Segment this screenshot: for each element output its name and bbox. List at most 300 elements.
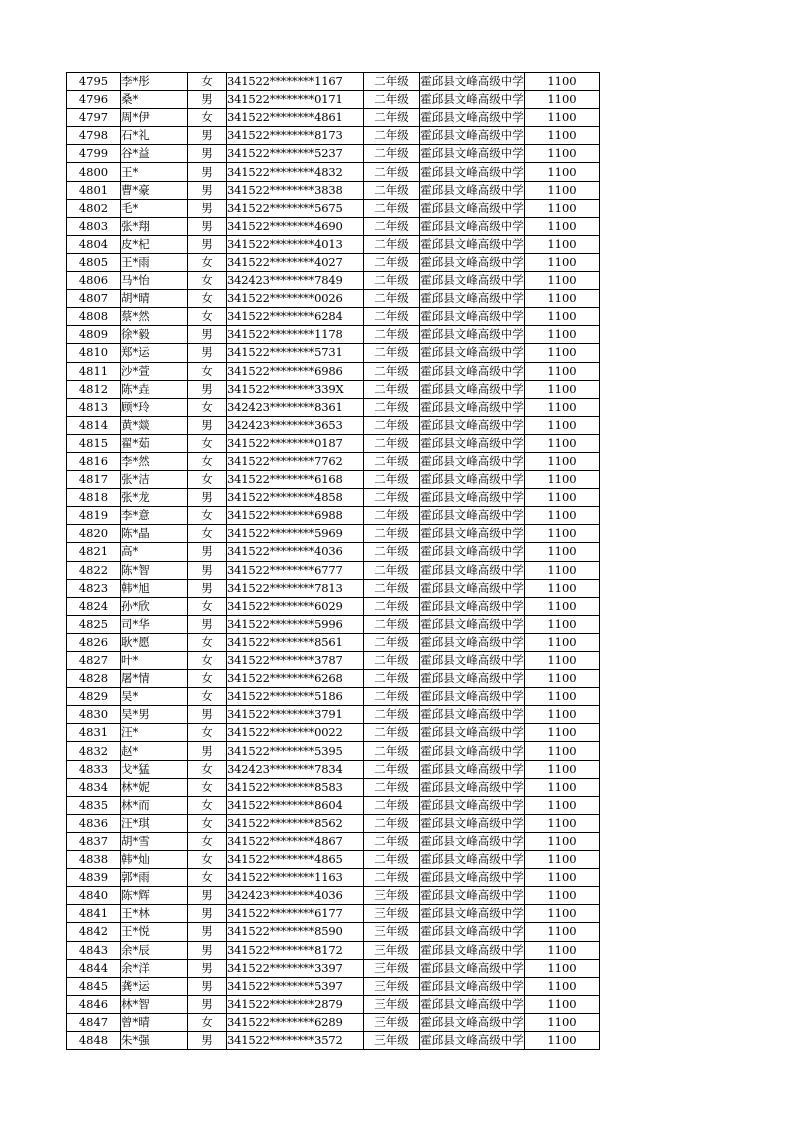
gender-cell: 女 <box>188 851 227 869</box>
grade-cell: 二年级 <box>364 272 420 290</box>
row-number-cell: 4808 <box>67 308 121 326</box>
gender-cell: 男 <box>188 91 227 109</box>
grade-cell: 二年级 <box>364 525 420 543</box>
student-name-cell: 汪* <box>121 724 188 742</box>
row-number-cell: 4844 <box>67 959 121 977</box>
id-number-cell: 341522********7762 <box>227 452 364 470</box>
amount-cell: 1100 <box>525 887 600 905</box>
table-row <box>67 199 600 217</box>
table-row <box>67 525 600 543</box>
row-number-cell: 4812 <box>67 380 121 398</box>
row-number-cell: 4845 <box>67 977 121 995</box>
gender-cell: 女 <box>188 760 227 778</box>
student-name-cell: 王* <box>121 163 188 181</box>
row-number-cell: 4824 <box>67 597 121 615</box>
student-name-cell: 龚*运 <box>121 977 188 995</box>
gender-cell: 男 <box>188 145 227 163</box>
row-number-cell: 4840 <box>67 887 121 905</box>
gender-cell: 女 <box>188 253 227 271</box>
id-number-cell: 341522********6029 <box>227 597 364 615</box>
table-row <box>67 814 600 832</box>
amount-cell: 1100 <box>525 272 600 290</box>
id-number-cell: 341522********8173 <box>227 127 364 145</box>
row-number-cell: 4826 <box>67 633 121 651</box>
row-number-cell: 4811 <box>67 362 121 380</box>
row-number-cell: 4804 <box>67 235 121 253</box>
id-number-cell: 341522********8590 <box>227 923 364 941</box>
school-cell: 霍邱县文峰高级中学 <box>420 597 525 615</box>
amount-cell: 1100 <box>525 73 600 91</box>
row-number-cell: 4805 <box>67 253 121 271</box>
amount-cell: 1100 <box>525 597 600 615</box>
row-number-cell: 4839 <box>67 869 121 887</box>
amount-cell: 1100 <box>525 923 600 941</box>
gender-cell: 女 <box>188 814 227 832</box>
amount-cell: 1100 <box>525 489 600 507</box>
student-name-cell: 叶* <box>121 652 188 670</box>
id-number-cell: 341522********4832 <box>227 163 364 181</box>
id-number-cell: 341522********8562 <box>227 814 364 832</box>
amount-cell: 1100 <box>525 127 600 145</box>
id-number-cell: 341522********5996 <box>227 615 364 633</box>
grade-cell: 二年级 <box>364 344 420 362</box>
id-number-cell: 341522********3572 <box>227 1031 364 1049</box>
student-name-cell: 翟*茹 <box>121 434 188 452</box>
gender-cell: 女 <box>188 452 227 470</box>
amount-cell: 1100 <box>525 579 600 597</box>
id-number-cell: 341522********2879 <box>227 995 364 1013</box>
student-name-cell: 张*洁 <box>121 471 188 489</box>
school-cell: 霍邱县文峰高级中学 <box>420 706 525 724</box>
table-row <box>67 145 600 163</box>
student-name-cell: 郑*运 <box>121 344 188 362</box>
grade-cell: 二年级 <box>364 163 420 181</box>
gender-cell: 女 <box>188 507 227 525</box>
row-number-cell: 4837 <box>67 832 121 850</box>
gender-cell: 男 <box>188 561 227 579</box>
id-number-cell: 341522********3791 <box>227 706 364 724</box>
school-cell: 霍邱县文峰高级中学 <box>420 778 525 796</box>
student-name-cell: 陈*智 <box>121 561 188 579</box>
gender-cell: 男 <box>188 199 227 217</box>
student-name-cell: 曹*豪 <box>121 181 188 199</box>
student-name-cell: 王*悦 <box>121 923 188 941</box>
id-number-cell: 341522********4867 <box>227 832 364 850</box>
id-number-cell: 342423********7849 <box>227 272 364 290</box>
id-number-cell: 341522********8172 <box>227 941 364 959</box>
school-cell: 霍邱县文峰高级中学 <box>420 561 525 579</box>
row-number-cell: 4819 <box>67 507 121 525</box>
table-row <box>67 127 600 145</box>
row-number-cell: 4801 <box>67 181 121 199</box>
student-name-cell: 朱*强 <box>121 1031 188 1049</box>
table-row <box>67 778 600 796</box>
table-row <box>67 869 600 887</box>
row-number-cell: 4838 <box>67 851 121 869</box>
amount-cell: 1100 <box>525 615 600 633</box>
id-number-cell: 341522********6289 <box>227 1013 364 1031</box>
row-number-cell: 4798 <box>67 127 121 145</box>
id-number-cell: 341522********4036 <box>227 543 364 561</box>
grade-cell: 三年级 <box>364 995 420 1013</box>
student-name-cell: 汪*琪 <box>121 814 188 832</box>
row-number-cell: 4836 <box>67 814 121 832</box>
table-body <box>67 73 600 1050</box>
table-row <box>67 489 600 507</box>
grade-cell: 二年级 <box>364 199 420 217</box>
student-name-cell: 沙*萱 <box>121 362 188 380</box>
id-number-cell: 341522********1178 <box>227 326 364 344</box>
id-number-cell: 341522********339X <box>227 380 364 398</box>
id-number-cell: 341522********6268 <box>227 670 364 688</box>
gender-cell: 女 <box>188 398 227 416</box>
grade-cell: 二年级 <box>364 109 420 127</box>
school-cell: 霍邱县文峰高级中学 <box>420 905 525 923</box>
grade-cell: 三年级 <box>364 977 420 995</box>
student-name-cell: 韩*旭 <box>121 579 188 597</box>
table-row <box>67 507 600 525</box>
student-name-cell: 周*伊 <box>121 109 188 127</box>
student-name-cell: 余*辰 <box>121 941 188 959</box>
grade-cell: 二年级 <box>364 724 420 742</box>
school-cell: 霍邱县文峰高级中学 <box>420 507 525 525</box>
gender-cell: 男 <box>188 380 227 398</box>
id-number-cell: 341522********3787 <box>227 652 364 670</box>
student-name-cell: 林*妮 <box>121 778 188 796</box>
row-number-cell: 4795 <box>67 73 121 91</box>
grade-cell: 三年级 <box>364 905 420 923</box>
table-row <box>67 995 600 1013</box>
amount-cell: 1100 <box>525 959 600 977</box>
id-number-cell: 341522********3838 <box>227 181 364 199</box>
school-cell: 霍邱县文峰高级中学 <box>420 543 525 561</box>
row-number-cell: 4817 <box>67 471 121 489</box>
grade-cell: 二年级 <box>364 326 420 344</box>
amount-cell: 1100 <box>525 434 600 452</box>
gender-cell: 男 <box>188 959 227 977</box>
id-number-cell: 341522********5969 <box>227 525 364 543</box>
school-cell: 霍邱县文峰高级中学 <box>420 688 525 706</box>
student-name-cell: 顾*玲 <box>121 398 188 416</box>
school-cell: 霍邱县文峰高级中学 <box>420 851 525 869</box>
table-row <box>67 109 600 127</box>
amount-cell: 1100 <box>525 1013 600 1031</box>
amount-cell: 1100 <box>525 398 600 416</box>
gender-cell: 男 <box>188 887 227 905</box>
grade-cell: 二年级 <box>364 832 420 850</box>
row-number-cell: 4807 <box>67 290 121 308</box>
table-row <box>67 724 600 742</box>
table-row <box>67 742 600 760</box>
amount-cell: 1100 <box>525 362 600 380</box>
row-number-cell: 4843 <box>67 941 121 959</box>
id-number-cell: 341522********0187 <box>227 434 364 452</box>
row-number-cell: 4829 <box>67 688 121 706</box>
gender-cell: 女 <box>188 724 227 742</box>
gender-cell: 男 <box>188 1031 227 1049</box>
school-cell: 霍邱县文峰高级中学 <box>420 977 525 995</box>
amount-cell: 1100 <box>525 778 600 796</box>
school-cell: 霍邱县文峰高级中学 <box>420 579 525 597</box>
grade-cell: 二年级 <box>364 181 420 199</box>
table-row <box>67 434 600 452</box>
school-cell: 霍邱县文峰高级中学 <box>420 290 525 308</box>
student-name-cell: 马*怡 <box>121 272 188 290</box>
table-row <box>67 959 600 977</box>
grade-cell: 二年级 <box>364 489 420 507</box>
amount-cell: 1100 <box>525 742 600 760</box>
row-number-cell: 4803 <box>67 217 121 235</box>
school-cell: 霍邱县文峰高级中学 <box>420 832 525 850</box>
school-cell: 霍邱县文峰高级中学 <box>420 452 525 470</box>
id-number-cell: 341522********6777 <box>227 561 364 579</box>
grade-cell: 二年级 <box>364 217 420 235</box>
student-name-cell: 蔡*然 <box>121 308 188 326</box>
amount-cell: 1100 <box>525 290 600 308</box>
student-name-cell: 毛* <box>121 199 188 217</box>
id-number-cell: 342423********3653 <box>227 416 364 434</box>
amount-cell: 1100 <box>525 91 600 109</box>
gender-cell: 男 <box>188 163 227 181</box>
row-number-cell: 4822 <box>67 561 121 579</box>
table-row <box>67 471 600 489</box>
gender-cell: 女 <box>188 308 227 326</box>
student-name-cell: 屠*情 <box>121 670 188 688</box>
id-number-cell: 341522********6168 <box>227 471 364 489</box>
amount-cell: 1100 <box>525 796 600 814</box>
grade-cell: 二年级 <box>364 796 420 814</box>
student-name-cell: 韩*灿 <box>121 851 188 869</box>
school-cell: 霍邱县文峰高级中学 <box>420 1013 525 1031</box>
school-cell: 霍邱县文峰高级中学 <box>420 73 525 91</box>
table-row <box>67 851 600 869</box>
student-name-cell: 皮*杞 <box>121 235 188 253</box>
school-cell: 霍邱县文峰高级中学 <box>420 760 525 778</box>
row-number-cell: 4842 <box>67 923 121 941</box>
student-name-cell: 郭*雨 <box>121 869 188 887</box>
table-row <box>67 796 600 814</box>
id-number-cell: 341522********0026 <box>227 290 364 308</box>
id-number-cell: 341522********4865 <box>227 851 364 869</box>
id-number-cell: 341522********5186 <box>227 688 364 706</box>
amount-cell: 1100 <box>525 561 600 579</box>
table-row <box>67 235 600 253</box>
grade-cell: 二年级 <box>364 253 420 271</box>
grade-cell: 三年级 <box>364 941 420 959</box>
row-number-cell: 4820 <box>67 525 121 543</box>
table-row <box>67 362 600 380</box>
school-cell: 霍邱县文峰高级中学 <box>420 525 525 543</box>
row-number-cell: 4830 <box>67 706 121 724</box>
table-row <box>67 380 600 398</box>
id-number-cell: 341522********4858 <box>227 489 364 507</box>
grade-cell: 二年级 <box>364 308 420 326</box>
table-row <box>67 652 600 670</box>
id-number-cell: 341522********1167 <box>227 73 364 91</box>
amount-cell: 1100 <box>525 543 600 561</box>
school-cell: 霍邱县文峰高级中学 <box>420 199 525 217</box>
school-cell: 霍邱县文峰高级中学 <box>420 471 525 489</box>
table-row <box>67 163 600 181</box>
grade-cell: 二年级 <box>364 814 420 832</box>
row-number-cell: 4834 <box>67 778 121 796</box>
gender-cell: 女 <box>188 633 227 651</box>
student-name-cell: 徐*毅 <box>121 326 188 344</box>
table-row <box>67 1013 600 1031</box>
student-name-cell: 陈*垚 <box>121 380 188 398</box>
table-row <box>67 290 600 308</box>
school-cell: 霍邱县文峰高级中学 <box>420 869 525 887</box>
table-row <box>67 272 600 290</box>
school-cell: 霍邱县文峰高级中学 <box>420 887 525 905</box>
school-cell: 霍邱县文峰高级中学 <box>420 326 525 344</box>
school-cell: 霍邱县文峰高级中学 <box>420 380 525 398</box>
table-row <box>67 597 600 615</box>
table-row <box>67 941 600 959</box>
gender-cell: 男 <box>188 181 227 199</box>
amount-cell: 1100 <box>525 471 600 489</box>
amount-cell: 1100 <box>525 814 600 832</box>
amount-cell: 1100 <box>525 308 600 326</box>
table-row <box>67 615 600 633</box>
school-cell: 霍邱县文峰高级中学 <box>420 489 525 507</box>
table-row <box>67 923 600 941</box>
amount-cell: 1100 <box>525 724 600 742</box>
amount-cell: 1100 <box>525 217 600 235</box>
grade-cell: 二年级 <box>364 778 420 796</box>
table-row <box>67 688 600 706</box>
school-cell: 霍邱县文峰高级中学 <box>420 652 525 670</box>
school-cell: 霍邱县文峰高级中学 <box>420 163 525 181</box>
grade-cell: 二年级 <box>364 652 420 670</box>
grade-cell: 二年级 <box>364 688 420 706</box>
row-number-cell: 4835 <box>67 796 121 814</box>
gender-cell: 女 <box>188 869 227 887</box>
grade-cell: 二年级 <box>364 362 420 380</box>
grade-cell: 二年级 <box>364 235 420 253</box>
student-name-cell: 石*礼 <box>121 127 188 145</box>
school-cell: 霍邱县文峰高级中学 <box>420 253 525 271</box>
row-number-cell: 4841 <box>67 905 121 923</box>
grade-cell: 二年级 <box>364 507 420 525</box>
grade-cell: 二年级 <box>364 742 420 760</box>
grade-cell: 二年级 <box>364 633 420 651</box>
student-name-cell: 陈*晶 <box>121 525 188 543</box>
gender-cell: 男 <box>188 489 227 507</box>
school-cell: 霍邱县文峰高级中学 <box>420 796 525 814</box>
gender-cell: 男 <box>188 941 227 959</box>
amount-cell: 1100 <box>525 507 600 525</box>
id-number-cell: 341522********3397 <box>227 959 364 977</box>
gender-cell: 男 <box>188 923 227 941</box>
student-name-cell: 耿*愿 <box>121 633 188 651</box>
row-number-cell: 4821 <box>67 543 121 561</box>
id-number-cell: 341522********4690 <box>227 217 364 235</box>
gender-cell: 男 <box>188 742 227 760</box>
student-name-cell: 李*意 <box>121 507 188 525</box>
student-name-cell: 黄*燚 <box>121 416 188 434</box>
table-row <box>67 977 600 995</box>
id-number-cell: 341522********5237 <box>227 145 364 163</box>
grade-cell: 二年级 <box>364 398 420 416</box>
student-name-cell: 曾*晴 <box>121 1013 188 1031</box>
table-row <box>67 543 600 561</box>
school-cell: 霍邱县文峰高级中学 <box>420 272 525 290</box>
student-name-cell: 戈*猛 <box>121 760 188 778</box>
id-number-cell: 341522********5397 <box>227 977 364 995</box>
gender-cell: 女 <box>188 796 227 814</box>
row-number-cell: 4818 <box>67 489 121 507</box>
id-number-cell: 342423********4036 <box>227 887 364 905</box>
table-row <box>67 670 600 688</box>
row-number-cell: 4827 <box>67 652 121 670</box>
school-cell: 霍邱县文峰高级中学 <box>420 145 525 163</box>
student-name-cell: 胡*雪 <box>121 832 188 850</box>
gender-cell: 女 <box>188 1013 227 1031</box>
row-number-cell: 4800 <box>67 163 121 181</box>
student-name-cell: 王*雨 <box>121 253 188 271</box>
gender-cell: 女 <box>188 670 227 688</box>
row-number-cell: 4848 <box>67 1031 121 1049</box>
row-number-cell: 4802 <box>67 199 121 217</box>
amount-cell: 1100 <box>525 869 600 887</box>
school-cell: 霍邱县文峰高级中学 <box>420 308 525 326</box>
grade-cell: 三年级 <box>364 1031 420 1049</box>
row-number-cell: 4828 <box>67 670 121 688</box>
amount-cell: 1100 <box>525 380 600 398</box>
table-row <box>67 326 600 344</box>
gender-cell: 女 <box>188 652 227 670</box>
school-cell: 霍邱县文峰高级中学 <box>420 814 525 832</box>
grade-cell: 二年级 <box>364 851 420 869</box>
row-number-cell: 4815 <box>67 434 121 452</box>
id-number-cell: 341522********6177 <box>227 905 364 923</box>
grade-cell: 三年级 <box>364 1013 420 1031</box>
gender-cell: 女 <box>188 597 227 615</box>
table-row <box>67 887 600 905</box>
row-number-cell: 4806 <box>67 272 121 290</box>
gender-cell: 男 <box>188 579 227 597</box>
row-number-cell: 4847 <box>67 1013 121 1031</box>
grade-cell: 二年级 <box>364 73 420 91</box>
school-cell: 霍邱县文峰高级中学 <box>420 959 525 977</box>
gender-cell: 男 <box>188 326 227 344</box>
amount-cell: 1100 <box>525 452 600 470</box>
gender-cell: 女 <box>188 73 227 91</box>
gender-cell: 男 <box>188 706 227 724</box>
school-cell: 霍邱县文峰高级中学 <box>420 109 525 127</box>
student-name-cell: 李*然 <box>121 452 188 470</box>
amount-cell: 1100 <box>525 181 600 199</box>
row-number-cell: 4796 <box>67 91 121 109</box>
table-row <box>67 73 600 91</box>
row-number-cell: 4810 <box>67 344 121 362</box>
amount-cell: 1100 <box>525 941 600 959</box>
grade-cell: 二年级 <box>364 452 420 470</box>
grade-cell: 二年级 <box>364 543 420 561</box>
id-number-cell: 341522********6986 <box>227 362 364 380</box>
id-number-cell: 342423********7834 <box>227 760 364 778</box>
amount-cell: 1100 <box>525 145 600 163</box>
id-number-cell: 341522********5395 <box>227 742 364 760</box>
id-number-cell: 341522********6284 <box>227 308 364 326</box>
grade-cell: 二年级 <box>364 91 420 109</box>
row-number-cell: 4831 <box>67 724 121 742</box>
row-number-cell: 4846 <box>67 995 121 1013</box>
school-cell: 霍邱县文峰高级中学 <box>420 941 525 959</box>
school-cell: 霍邱县文峰高级中学 <box>420 344 525 362</box>
id-number-cell: 341522********8604 <box>227 796 364 814</box>
